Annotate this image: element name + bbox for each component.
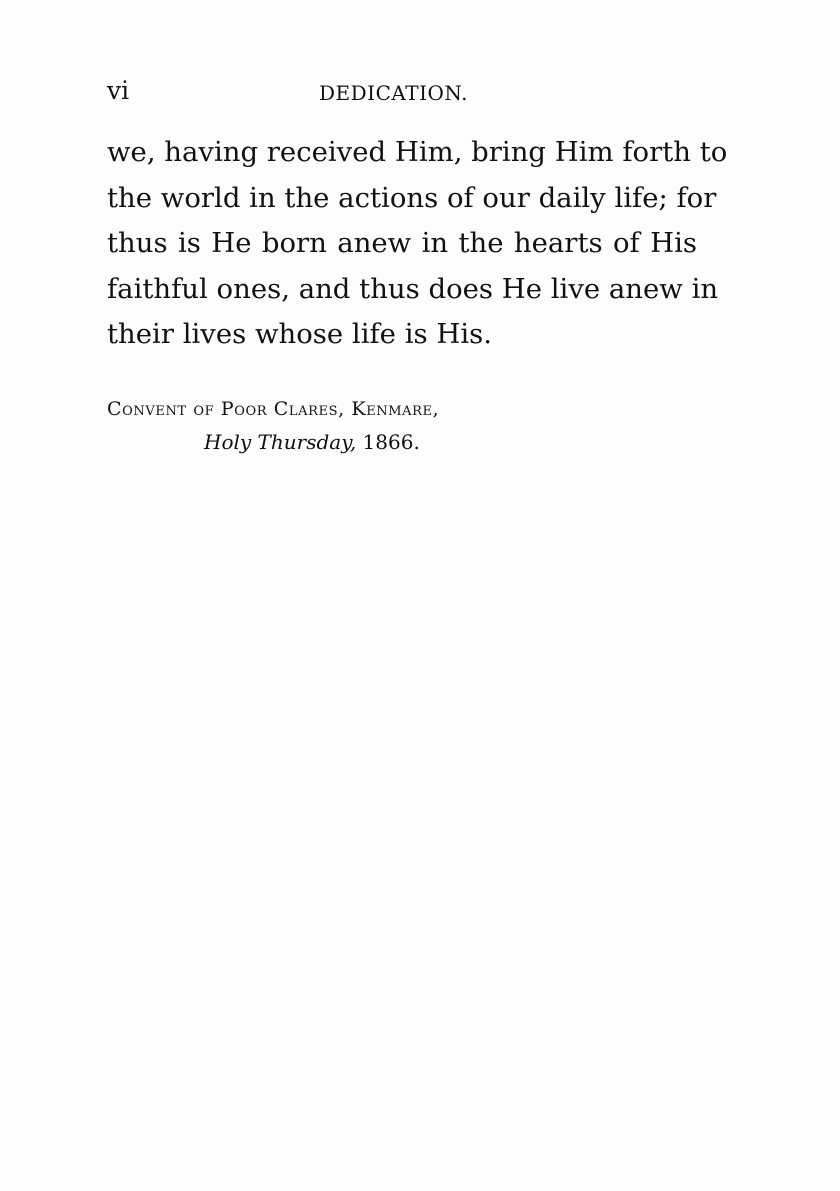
running-head xyxy=(107,76,693,106)
text-line: thus is He born anew in the hearts of His xyxy=(107,227,697,259)
signature-place: Convent of Poor Clares, Kenmare, xyxy=(107,398,440,420)
signature-block xyxy=(107,395,707,456)
text-line: the world in the actions of our daily life; for xyxy=(107,181,717,214)
signature-date xyxy=(204,428,707,456)
page-number: vi xyxy=(107,76,130,105)
text-line: their lives whose life is His. xyxy=(107,318,492,350)
body-paragraph xyxy=(107,130,728,358)
signature-year: 1866. xyxy=(362,430,420,454)
text-line: faithful ones, and thus does He live anew in xyxy=(107,272,719,305)
running-title: DEDICATION. xyxy=(319,81,468,105)
text-line: we, having received Him, bring Him forth to xyxy=(107,136,728,168)
signature-day: Holy Thursday, xyxy=(204,430,357,454)
